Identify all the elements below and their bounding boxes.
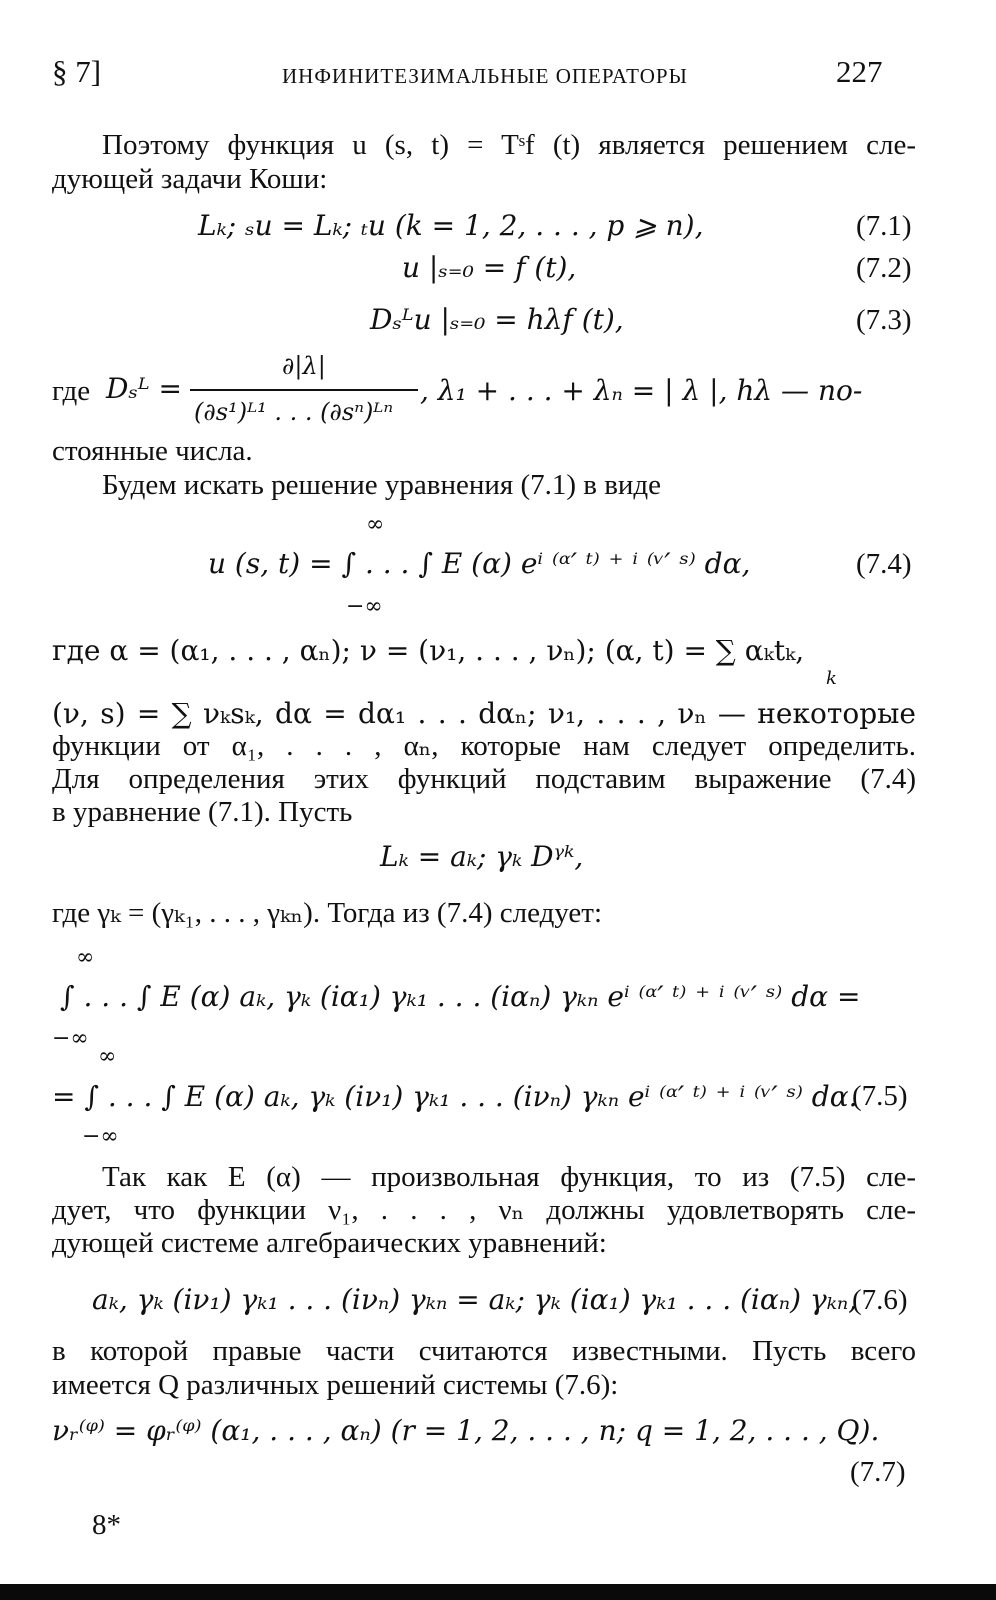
defs-line3: функции от α₁, . . . , αₙ, которые нам следует определить. xyxy=(52,730,916,762)
defs-line1: где α = (α₁, . . . , αₙ); ν = (ν₁, . . . , νₙ); (α, t) = ∑ αₖtₖ, xyxy=(52,634,805,667)
signature-mark: 8* xyxy=(92,1509,121,1541)
para3-line3: дующей системе алгебраических уравнений: xyxy=(52,1227,607,1259)
fraction-denominator: (∂s¹)ᴸ¹ . . . (∂sⁿ)ᴸⁿ xyxy=(194,398,394,426)
equation-7-6: aₖ, γₖ (iν₁) γₖ₁ . . . (iνₙ) γₖₙ = aₖ; γₖ (iα₁) γₖ₁ . . . (iαₙ) γₖₙ, xyxy=(92,1283,858,1316)
para3-line1: Так как E (α) — произвольная функция, то из (7.5) сле- xyxy=(102,1161,916,1193)
equation-7-3: Dₛᴸu |ₛ₌₀ = hλf (t), xyxy=(370,303,624,336)
integral-upper-limit-1: ∞ xyxy=(76,945,95,970)
equation-7-7: νᵣ⁽ᵠ⁾ = φᵣ⁽ᵠ⁾ (α₁, . . . , αₙ) (r = 1, 2, . . . , n; q = 1, 2, . . . , Q). xyxy=(52,1414,880,1447)
integral-upper-limit: ∞ xyxy=(366,512,385,537)
lambda-sum: , λ₁ + . . . + λₙ = | λ |, hλ — по- xyxy=(420,374,863,407)
para4-line2: имеется Q различных решений системы (7.6): xyxy=(52,1369,619,1401)
scan-bottom-edge xyxy=(0,1584,996,1600)
equation-number-7-6: (7.6) xyxy=(852,1284,908,1316)
equation-7-1: Lₖ; ₛu = Lₖ; ₜu (k = 1, 2, . . . , p ⩾ n), xyxy=(198,209,704,242)
defs-line5: в уравнение (7.1). Пусть xyxy=(52,796,353,828)
equation-number-7-3: (7.3) xyxy=(856,304,912,336)
fraction-bar xyxy=(190,389,418,391)
equation-number-7-1: (7.1) xyxy=(856,210,912,242)
equation-7-5-line1: ∫ . . . ∫ E (α) aₖ, γₖ (iα₁) γₖ₁ . . . (iαₙ) γₖₙ eⁱ ⁽ᵅ′ ᵗ⁾ ⁺ ⁱ ⁽ᵛ′ ˢ⁾ dα = xyxy=(60,980,861,1013)
para2: Будем искать решение уравнения (7.1) в виде xyxy=(102,469,662,501)
where-word-1: где xyxy=(52,375,91,407)
para1-line1: Поэтому функция u (s, t) = Tˢf (t) является решением сле- xyxy=(102,129,916,161)
sum-index: k xyxy=(826,668,837,689)
equation-7-5-line2: = ∫ . . . ∫ E (α) aₖ, γₖ (iν₁) γₖ₁ . . . (iνₙ) γₖₙ eⁱ ⁽ᵅ′ ᵗ⁾ ⁺ ⁱ ⁽ᵛ′ ˢ⁾ dα. xyxy=(52,1080,858,1113)
integral-lower-limit-1: −∞ xyxy=(52,1026,89,1051)
constants-line: стоянные числа. xyxy=(52,435,253,467)
equation-lk: Lₖ = aₖ; γₖ Dᵞᵏ, xyxy=(380,840,584,873)
d-operator-lhs: Dₛᴸ = xyxy=(106,372,182,405)
para1-line2: дующей задачи Коши: xyxy=(52,163,328,195)
equation-7-2: u |ₛ₌₀ = f (t), xyxy=(402,251,577,284)
integral-lower-limit-2: −∞ xyxy=(82,1124,119,1149)
section-marker: § 7] xyxy=(52,54,102,89)
equation-7-4: u (s, t) = ∫ . . . ∫ E (α) eⁱ ⁽ᵅ′ ᵗ⁾ ⁺ ⁱ ⁽ᵛ′ ˢ⁾ dα, xyxy=(208,547,751,580)
running-title: ИНФИНИТЕЗИМАЛЬНЫЕ ОПЕРАТОРЫ xyxy=(282,64,688,88)
defs-line4: Для определения этих функций подставим выражение (7.4) xyxy=(52,763,916,795)
equation-number-7-4: (7.4) xyxy=(856,548,912,580)
integral-upper-limit-2: ∞ xyxy=(98,1044,117,1069)
para3-line2: дует, что функции ν₁, . . . , νₙ должны удовлетворять сле- xyxy=(52,1194,916,1226)
fraction-numerator: ∂|λ| xyxy=(282,352,326,380)
gamma-definition-line: где γₖ = (γₖ₁, . . . , γₖₙ). Тогда из (7.4) следует: xyxy=(52,897,603,929)
para4-line1: в которой правые части считаются известными. Пусть всего xyxy=(52,1335,916,1367)
integral-lower-limit: −∞ xyxy=(346,594,383,619)
defs-line2: (ν, s) = ∑ νₖsₖ, dα = dα₁ . . . dαₙ; ν₁, . . . , νₙ — некоторые xyxy=(52,697,916,730)
page-number: 227 xyxy=(836,54,883,89)
equation-number-7-2: (7.2) xyxy=(856,252,912,284)
equation-number-7-5: (7.5) xyxy=(852,1080,908,1112)
equation-number-7-7: (7.7) xyxy=(850,1456,906,1488)
